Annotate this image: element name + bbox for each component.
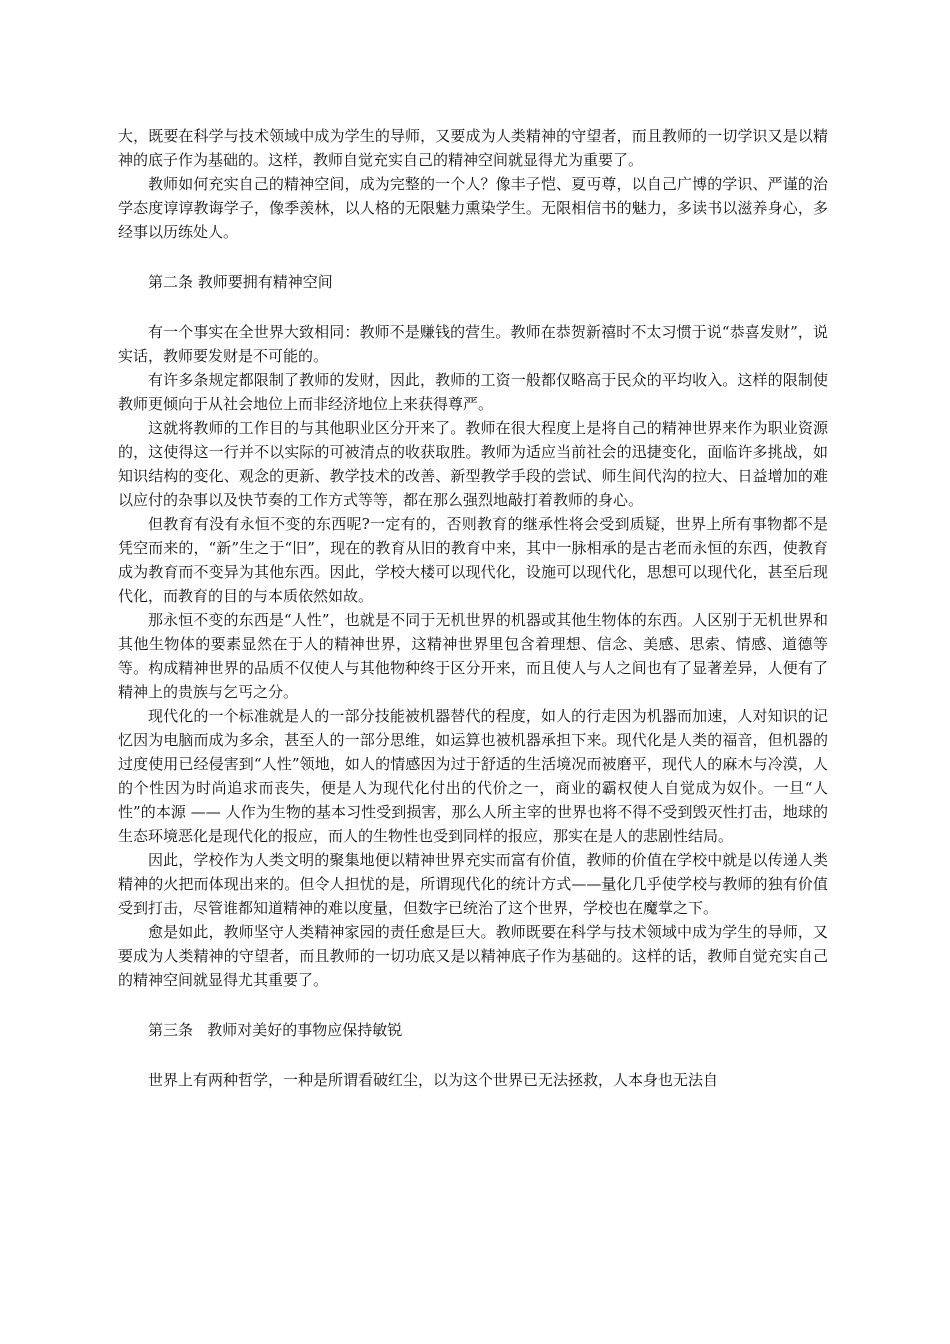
section-2-paragraph-7: 因此，学校作为人类文明的聚集地便以精神世界充实而富有价值，教师的价值在学校中就是以传递人类精神的火把而体现出来的。但令人担忧的是，所谓现代化的统计方式——量化几乎使学校与教师的独有价值受到打击，尽管谁都知道精神的难以度量，但数字已统治了这个世界，学校也在魔掌之下。 (118, 851, 828, 917)
section-2-paragraph-5: 那永恒不变的东西是“人性”，也就是不同于无机世界的机器或其他生物体的东西。人区别于无机世界和其他生物体的要素显然在于人的精神世界，这精神世界里包含着理想、信念、美感、思索、情感、道德等等。构成精神世界的品质不仅使人与其他物种终于区分开来，而且使人与人之间也有了显著差异，人便有了精神上的贵族与乞丐之分。 (118, 611, 828, 701)
section-2-paragraph-8: 愈是如此，教师坚守人类精神家园的责任愈是巨大。教师既要在科学与技术领域中成为学生的导师，又要成为人类精神的守望者，而且教师的一切功底又是以精神底子作为基础的。这样的话，教师自觉充实自己的精神空间就显得尤其重要了。 (118, 923, 828, 989)
intro-paragraph-2: 教师如何充实自己的精神空间，成为完整的一个人？像丰子恺、夏丏尊，以自己广博的学识、严谨的治学态度谆谆教诲学子，像季羡林，以人格的无限魅力熏染学生。无限相信书的魅力，多读书以滋养身心，多经事以历练处人。 (118, 175, 828, 241)
section-2-paragraph-6: 现代化的一个标准就是人的一部分技能被机器替代的程度，如人的行走因为机器而加速，人对知识的记忆因为电脑而成为多余，甚至人的一部分思维，如运算也被机器承担下来。现代化是人类的福音，但机器的过度使用已经侵害到“人性”领地，如人的情感因为过于舒适的生活境况而被磨平，现代人的麻木与冷漠，人的个性因为时尚追求而丧失，便是人为现代化付出的代价之一，商业的霸权使人自觉成为奴仆。一旦“人性”的本源 —— 人作为生物的基本习性受到损害，那么人所主宰的世界也将不得不受到毁灭性打击，地球的生态环境恶化是现代化的报应，而人的生物性也受到同样的报应，那实在是人的悲剧性结局。 (118, 707, 828, 845)
section-3-heading: 第三条 教师对美好的事物应保持敏锐 (148, 1021, 403, 1039)
spacer (118, 992, 828, 1018)
spacer (118, 294, 828, 320)
document-page (118, 124, 828, 1092)
section-2-paragraph-2: 有许多条规定都限制了教师的发财，因此，教师的工资一般都仅略高于民众的平均收入。这样的限制使教师更倾向于从社会地位上而非经济地位上来获得尊严。 (118, 371, 828, 413)
intro-paragraph-1: 大，既要在科学与技术领域中成为学生的导师，又要成为人类精神的守望者，而且教师的一切学识又是以精神的底子作为基础的。这样，教师自觉充实自己的精神空间就显得尤为重要了。 (118, 127, 828, 169)
section-2-heading: 第二条 教师要拥有精神空间 (148, 273, 333, 291)
section-2-paragraph-4: 但教育有没有永恒不变的东西呢?一定有的，否则教育的继承性将会受到质疑，世界上所有事物都不是凭空而来的，“新”生之于“旧”，现在的教育从旧的教育中来，其中一脉相承的是古老而永恒的东西，使教育成为教育而不变异为其他东西。因此，学校大楼可以现代化，设施可以现代化，思想可以现代化，甚至后现代化，而教育的目的与本质依然如故。 (118, 515, 828, 605)
section-2-paragraph-1: 有一个事实在全世界大致相同：教师不是赚钱的营生。教师在恭贺新禧时不太习惯于说“恭喜发财”，说实话，教师要发财是不可能的。 (118, 323, 828, 365)
section-3-paragraph-1: 世界上有两种哲学，一种是所谓看破红尘，以为这个世界已无法拯救，人本身也无法自 (148, 1071, 719, 1089)
spacer (118, 1042, 828, 1068)
spacer (118, 244, 828, 270)
section-2-paragraph-3: 这就将教师的工作目的与其他职业区分开来了。教师在很大程度上是将自己的精神世界来作为职业资源的，这使得这一行并不以实际的可被清点的收获取胜。教师为适应当前社会的迅捷变化，面临许多挑战，如知识结构的变化、观念的更新、教学技术的改善、新型教学手段的尝试、师生间代沟的拉大、日益增加的难以应付的杂事以及快节奏的工作方式等等，都在那么强烈地敲打着教师的身心。 (118, 419, 828, 509)
